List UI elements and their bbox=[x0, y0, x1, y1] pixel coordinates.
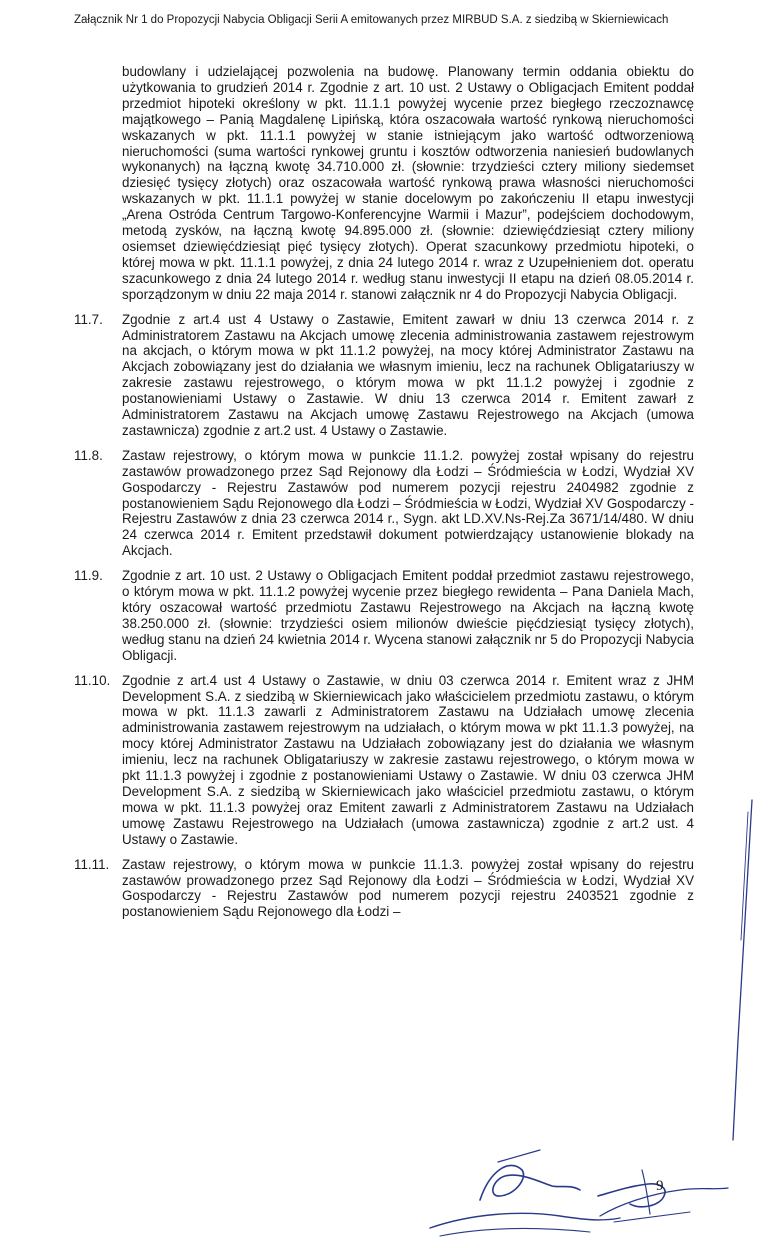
section-number: 11.11. bbox=[74, 856, 110, 872]
section-text: Zastaw rejestrowy, o którym mowa w punkcie 11.1.2. powyżej został wpisany do rejestru zastawów prowadzonego przez Sąd Rejonowy dla Łodzi – Śródmieścia w Łodzi, Wydział XV Gospodarczy - Rejestru Zastawów pod numerem pozycji rejestru 2404982 zgodnie z postanowieniem Sądu Rejonowego dla Łodzi – Śródmieścia w Łodzi, Wydział XV Gospodarczy - Rejestru Zastawów z dnia 23 czerwca 2014 r., Sygn. akt LD.XV.Ns-Rej.Za 3671/14/480. W dniu 24 czerwca 2014 r. Emitent przedstawił dokument potwierdzający ustanowienie blokady na Akcjach. bbox=[122, 447, 694, 559]
page-number: 9 bbox=[656, 1178, 664, 1194]
section-number: 11.9. bbox=[74, 568, 103, 584]
section-number: 11.7. bbox=[74, 311, 103, 327]
section-text: Zgodnie z art.4 ust 4 Ustawy o Zastawie, w dniu 03 czerwca 2014 r. Emitent wraz z JHM Development S.A. z siedzibą w Skierniewicach jako właścicielem przedmiotu zastawu, o którym mowa w pkt. 11.1.3 zawarli z Administratorem Zastawu na Udziałach umowę zlecenia administrowania zastawem rejestrowym na udziałach, o którym mowa w pkt 11.1.3 powyżej, na mocy której Administrator Zastawu na Udziałach zobowiązany jest do działania we własnym imieniu, lecz na rachunek Obligatariuszy w zakresie zastawu rejestrowego, o którym mowa w pkt 11.1.3 powyżej i zgodnie z postanowieniami Ustawy o Zastawie. W dniu 03 czerwca JHM Development S.A. z siedzibą w Skierniewicach jako właściciel przedmiotu zastawu, o którym mowa w pkt. 11.1.3 powyżej oraz Emitent zawarli z Administratorem Zastawu na Udziałach umowę Zastawu Rejestrowego na Udziałach (umowa zastawnicza) zgodnie z art.2 ust. 4 Ustawy o Zastawie. bbox=[122, 672, 694, 847]
section-number: 11.10. bbox=[74, 672, 111, 688]
continued-paragraph: budowlany i udzielającej pozwolenia na budowę. Planowany termin oddania obiektu do użytkowania to grudzień 2014 r. Zgodnie z art. 10 ust. 2 Ustawy o Obligacjach Emitent poddał przedmiot hipoteki określony w pkt. 11.1.1 powyżej wycenie przez biegłego rzeczoznawcę majątkowego – Panią Magdalenę Lipińską, która oszacowała wartość rynkową nieruchomości wskazanych w pkt. 11.1.1 powyżej w stanie istniejącym jako wartość odtworzeniową nieruchomości (suma wartości rynkowej gruntu i kosztów odtworzenia naniesień budowlanych wykonanych) na łączną kwotę 34.710.000 zł. (słownie: trzydzieści cztery miliony siedemset dziesięć tysięcy złotych) oraz oszacowała wartość rynkową prawa własności nieruchomości wskazanych w pkt. 11.1.1 powyżej w stanie docelowym po zakończeniu II etapu inwestycji „Arena Ostróda Centrum Targowo-Konferencyjne Warmii i Mazur”, podejściem dochodowym, metodą zysków, na łączną kwotę 94.895.000 zł. (słownie: dziewięćdziesiąt cztery miliony osiemset dziewięćdziesiąt pięć tysięcy złotych). Operat szacunkowy przedmiotu hipoteki, o której mowa w pkt. 11.1.1 powyżej, z dnia 24 lutego 2014 r. wraz z Uzupełnieniem dot. operatu szacunkowego z dnia 24 lutego 2014 r. według stanu inwestycji II etapu na dzień 08.05.2014 r. sporządzonym w dniu 22 maja 2014 r. stanowi załącznik nr 4 do Propozycji Nabycia Obligacji. bbox=[122, 64, 694, 302]
section-number: 11.8. bbox=[74, 447, 103, 463]
section-text: Zastaw rejestrowy, o którym mowa w punkcie 11.1.3. powyżej został wpisany do rejestru zastawów prowadzonego przez Sąd Rejonowy dla Łodzi – Śródmieścia w Łodzi, Wydział XV Gospodarczy - Rejestru Zastawów pod numerem pozycji rejestru 2403521 zgodnie z postanowieniem Sądu Rejonowego dla Łodzi – bbox=[122, 856, 694, 920]
section-text: Zgodnie z art.4 ust 4 Ustawy o Zastawie, Emitent zawarł w dniu 13 czerwca 2014 r. z Administratorem Zastawu na Akcjach umowę zlecenia administrowania zastawem rejestrowym na akcjach, o którym mowa w pkt 11.1.2 powyżej, na mocy której Administrator Zastawu na Akcjach zobowiązany jest do działania we własnym imieniu, lecz na rachunek Obligatariuszy w zakresie zastawu rejestrowego, o którym mowa w pkt 11.1.2 powyżej i zgodnie z postanowieniami Ustawy o Zastawie. W dniu 13 czerwca 2014 r. Emitent zawarł z Administratorem Zastawu na Akcjach umowę Zastawu Rejestrowego na Akcjach (umowa zastawnicza) zgodnie z art.2 ust. 4 Ustawy o Zastawie. bbox=[122, 311, 694, 438]
section-text: Zgodnie z art. 10 ust. 2 Ustawy o Obligacjach Emitent poddał przedmiot zastawu rejestrowego, o którym mowa w pkt. 11.1.2 powyżej wycenie przez biegłego rewidenta – Pana Daniela Mach, który oszacował wartość przedmiotu Zastawu Rejestrowego na Akcjach na łączną kwotę 38.250.000 zł. (słownie: trzydzieści osiem milionów dwieście pięćdziesiąt tysięcy złotych), według stanu na dzień 24 kwietnia 2014 r. Wycena stanowi załącznik nr 5 do Propozycji Nabycia Obligacji. bbox=[122, 568, 694, 663]
page-header: Załącznik Nr 1 do Propozycji Nabycia Obligacji Serii A emitowanych przez MIRBUD S.A. z siedzibą w Skierniewicach bbox=[74, 14, 669, 26]
